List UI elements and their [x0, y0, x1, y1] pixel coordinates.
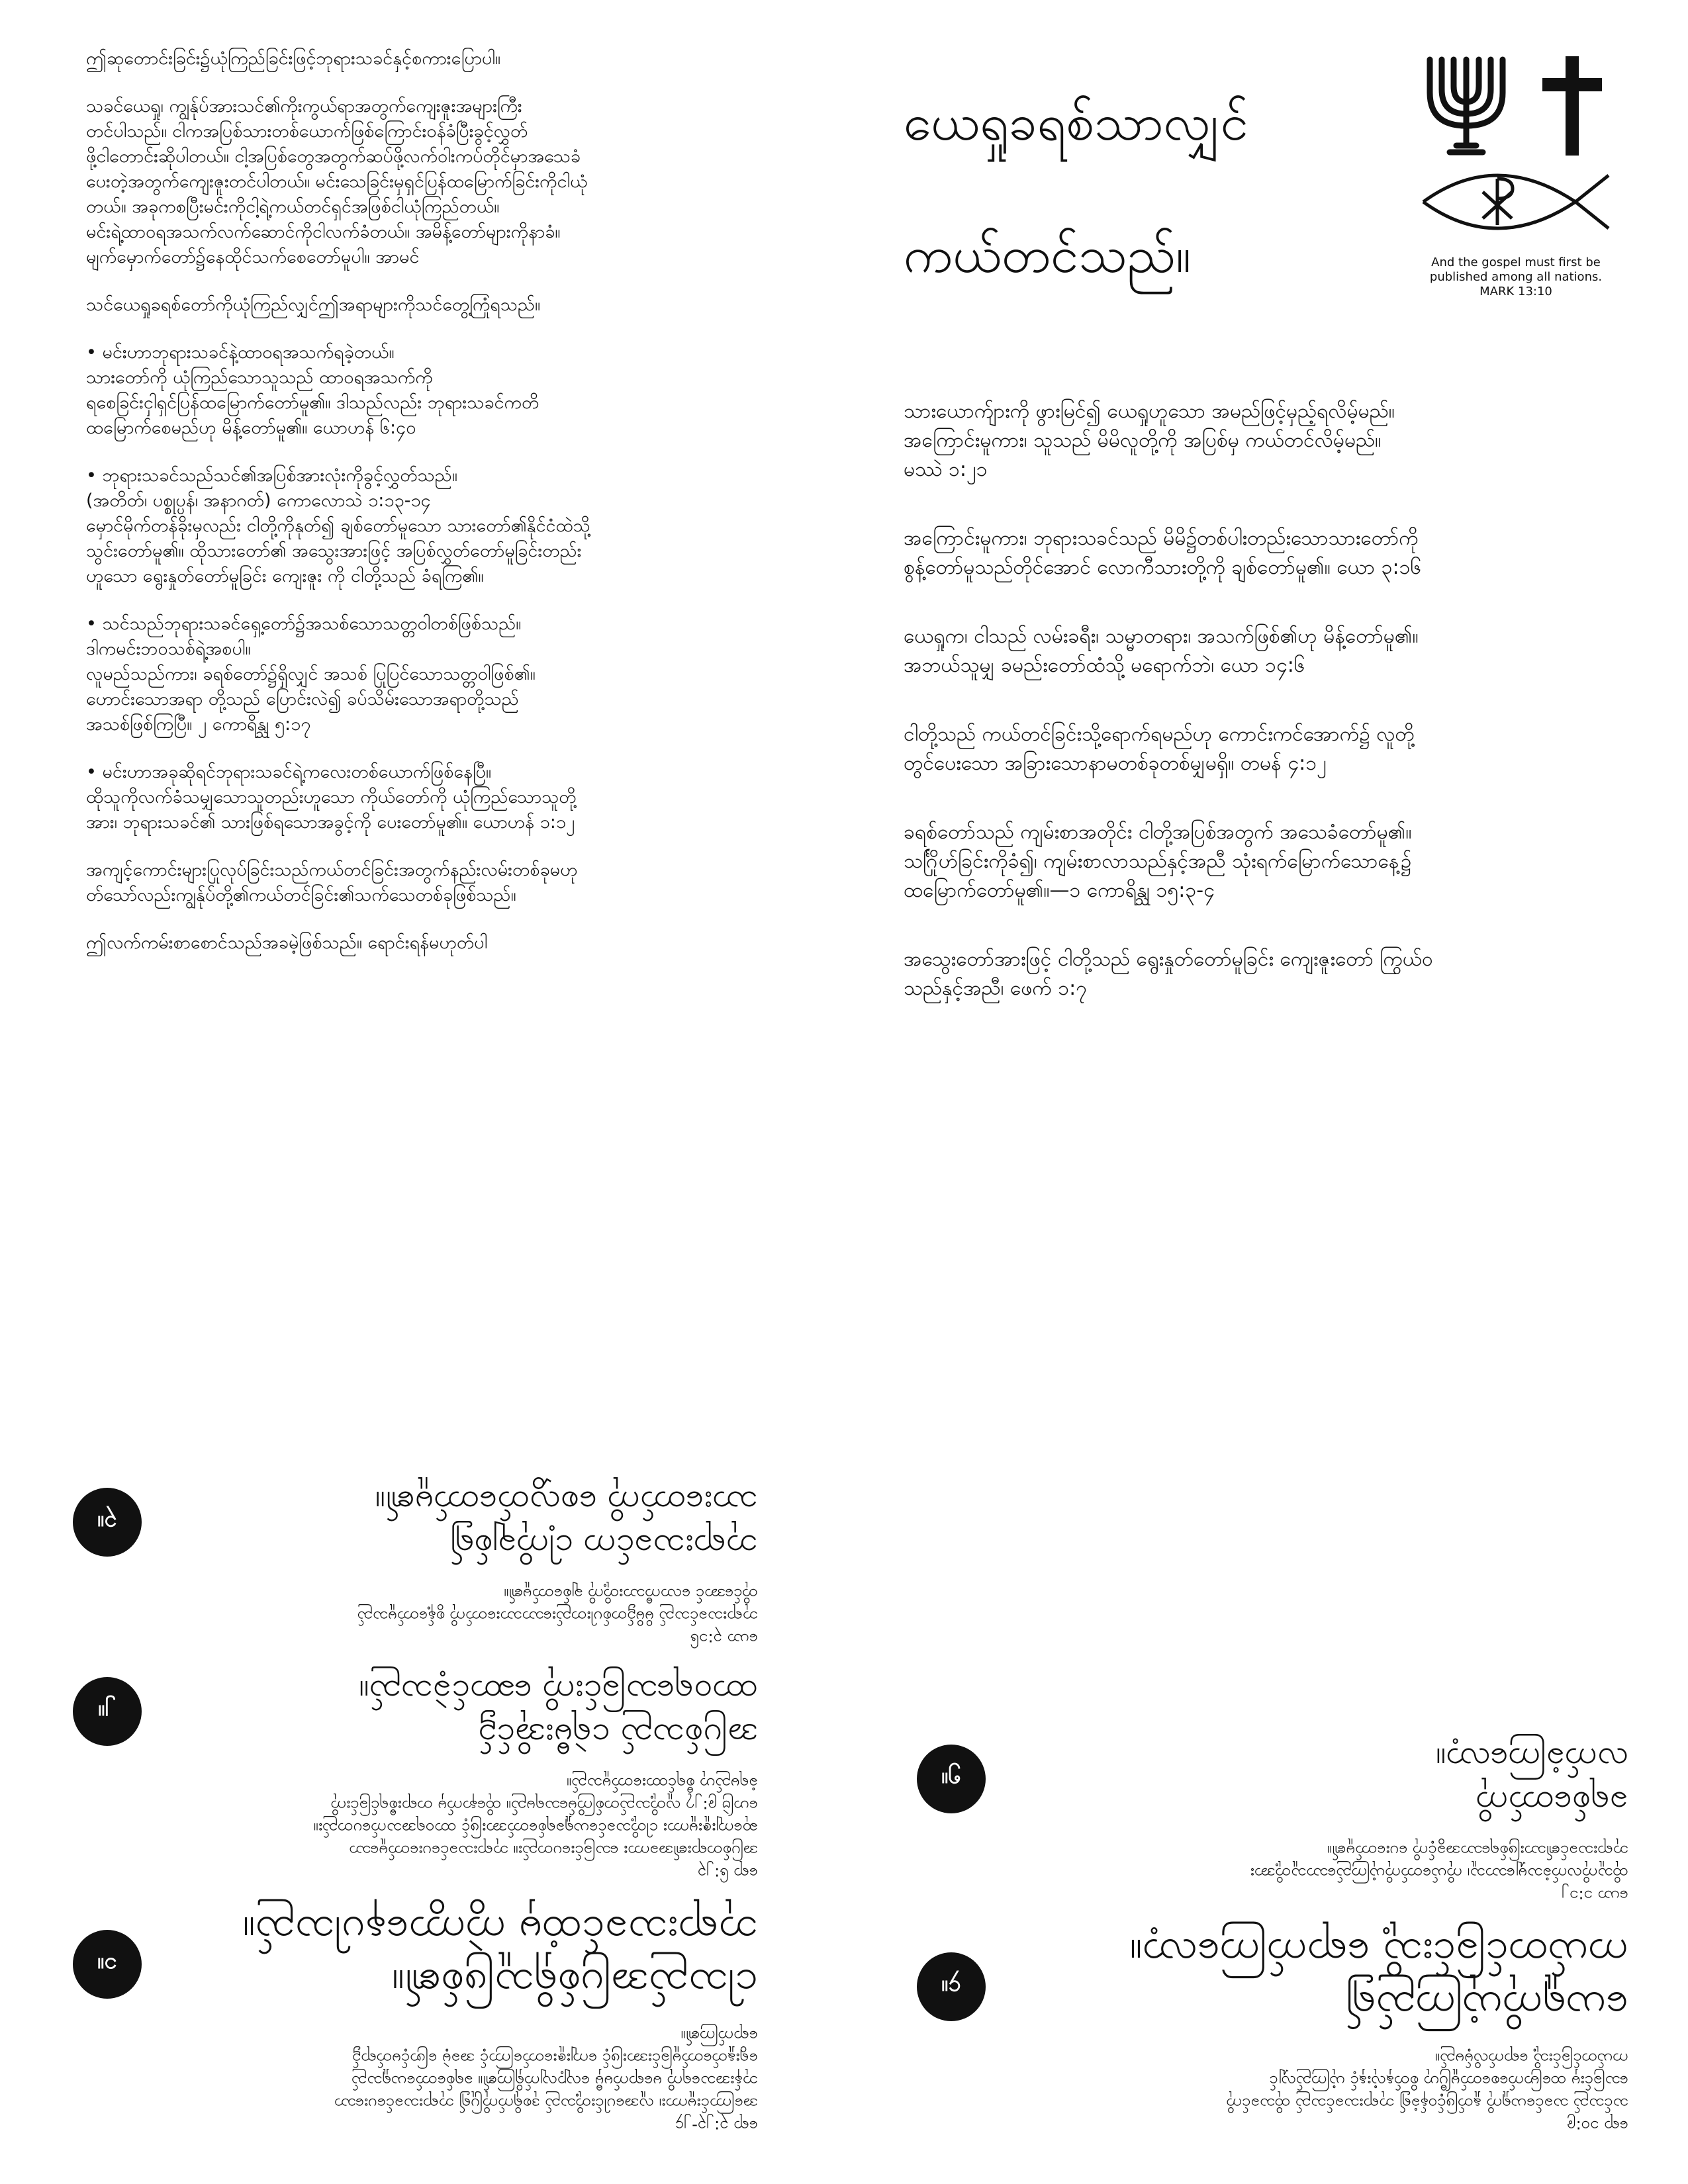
verse-line: အသွေးတော်အားဖြင့် ငါတို့သည် ရွေးနှုတ်တော်မူခြင်း ကျေးဇူးတော် ကြွယ်ဝ — [904, 948, 1433, 971]
step-verse — [73, 2025, 758, 2138]
step-line: ဘုရားသခင်သည် မိမိ၌တစ်ပါးတည်းသောသားတော်ကို စွန့်တော်မူသည် — [357, 1608, 758, 1626]
step-verse — [917, 2048, 1628, 2138]
verse-john-146 — [904, 622, 1615, 680]
tagline: And the gospel must first be published among all nations. MARK 13:10 — [1429, 255, 1603, 298]
verse-line: အဘယ်သူမျှ ခမည်းတော်ထံသို့ မရောက်ဘဲ၊ ယော ၁၄:၆ — [904, 654, 1305, 677]
point-eternal-life — [86, 340, 804, 441]
point-heading: • ဘုရားသခင်သည်သင်၏အပြစ်အားလုံးကိုခွင့်လွှတ်သည်။ — [86, 465, 457, 486]
step-line: ဘုရားသခင်၏သားဖြစ်ရသောအခွင့်ကို ပေးတော်မူ၏။ — [1327, 1842, 1628, 1860]
point-line: ဟောင်းသောအရာ တို့သည် ပြောင်းလဲ၍ ခပ်သိမ်းသောအရာတို့သည် — [86, 689, 519, 709]
verse-ref: မဿဲ ၁:၂၁ — [904, 458, 988, 481]
point-ref: ယောဟန် ၆:၄၀ — [312, 418, 416, 438]
cover-verses — [904, 397, 1615, 1003]
verse-line: ယေရှုက၊ ငါသည် လမ်းခရီး၊ သမ္မာတရား၊ အသက်ဖြစ်၏ဟု မိန့်တော်မူ၏။ — [904, 625, 1419, 648]
point-new-creation — [86, 612, 804, 737]
ichthys-fish-icon — [1423, 175, 1609, 228]
point-line: သားတော်ကို ယုံကြည်သောသူသည် ထာဝရအသက်ကို — [86, 367, 433, 388]
step-heading-line: ကယ်တင်ခြင်းသို့ ရောက်ကြလော့။ — [1129, 1930, 1628, 1978]
step-line: ကယ်တင်ခြင်းသို့ ရောက်လိမ့်မည်။ — [1435, 2050, 1628, 2068]
step-card-4 — [917, 1927, 1628, 2138]
verse-line: အကြောင်းမူကား၊ ဘုရားသခင်သည် မိမိ၌တစ်ပါးတည်းသောသားတော်ကို — [904, 527, 1419, 550]
point-line: မှောင်မိုက်တန်ခိုးမှလည်း ငါတို့ကိုနုတ်၍ ချစ်တော်မူသော သားတော်၏နိုင်ငံထဲသို့ — [86, 516, 590, 536]
closing-text — [86, 858, 804, 908]
title-line-1: ယေရှုခရစ်သာလျှင် — [904, 93, 1248, 152]
closing-line: တ်သော်လည်းကျွန်ုပ်တို့၏ကယ်တင်ခြင်း၏သက်သေတစ်ခုဖြစ်သည်။ — [86, 885, 516, 905]
step-line: သေခြင်းမှ ထမြောက်စေတော်မူပြီဟု စိတ်နှလုံးနှင့် ယုံကြည်လျှင် — [1269, 2072, 1628, 2091]
verse-1cor-15 — [904, 818, 1615, 905]
step-ref: ရော ၆:၂၃ — [697, 1864, 758, 1883]
panel-cover — [844, 0, 1688, 1092]
step-heading — [917, 1927, 1628, 2033]
point-heading: • သင်သည်ဘုရားသခင်ရှေ့တော်၌အသစ်သောသတ္တဝါတစ်ဖြစ်သည်။ — [86, 614, 522, 634]
point-ref: ယောဟန် ၁:၁၂ — [473, 812, 575, 833]
step-line: ထိုသူကိုလက်ခံသမျှသောသူ၊ ကိုယ်တော်ကိုယုံကြည်သောသူတို့အား — [1250, 1864, 1628, 1883]
step-line: ဆုကျေးဇူးမူကား ငါတို့သခင်ယေရှုခရစ်တော်အားဖြင့် ထာဝရအသက်ပေတည်း။ — [313, 1819, 758, 1838]
step-card-1 — [73, 1905, 758, 2138]
step-card-3 — [73, 1481, 758, 1651]
step-heading-line: လက်ခံကြလော့။ — [1436, 1741, 1628, 1779]
step-heading-line: ခရစ်တော်ကို — [1476, 1784, 1628, 1823]
point-line: လူမည်သည်ကား၊ ခရစ်တော်၌ရှိလျှင် အသစ် ပြုပြင်သောသတ္တဝါဖြစ်၏။ — [86, 664, 536, 684]
step-heading-line: ဘုရားသခင်ထံမှ ကွဲကွာနေပါသည်။ — [242, 1907, 758, 1956]
prayer-line: မင်းရဲ့ထာဝရအသက်လက်ဆောင်ကိုငါလက်ခံတယ်။ အမိန့်တော်များကိုနာခံ။ — [86, 222, 561, 242]
verse-line: သားယောက်ျားကို ဖွားမြင်၍ ယေရှုဟူသော အမည်ဖြင့်မှည့်ရလိမ့်မည်။ — [904, 400, 1395, 423]
step-heading-line: သားတော်ကို စေလွှတ်တော်မူ၏။ — [375, 1484, 758, 1522]
step-verse — [73, 1583, 758, 1651]
cover-header — [904, 46, 1615, 338]
verse-line: သည်နှင့်အညီ၊ ဖေက် ၁:၇ — [904, 977, 1088, 1000]
prayer-line: မျက်မှောက်တော်၌နေထိုင်သက်စေတော်မူပါ။ အာမင် — [86, 247, 420, 267]
cover-title — [904, 86, 1248, 351]
step-line: သင်သည် သခင်ယေရှုကို နှုတ်ဖြင့်ဝန်ခံ၍ ဘုရားသခင်သည် ထိုသခင်ကို — [1226, 2095, 1628, 2113]
verse-line: ထမြောက်တော်မူ၏။—၁ ကောရိန္သု ၁၅:၃-၄ — [904, 879, 1215, 902]
point-heading: • မင်းဟာဘုရားသခင်နဲ့ထာဝရအသက်ရခဲ့တယ်။ — [86, 342, 395, 363]
symbols-svg — [1417, 53, 1615, 251]
prayer-block — [86, 94, 804, 270]
step-ref: ရော ၃:၂၃-၂၄ — [675, 2117, 758, 2136]
panel-steps-1-3 — [0, 1092, 844, 2184]
verse-john-316 — [904, 524, 1615, 582]
verse-line: သင်္ဂြိုဟ်ခြင်းကိုခံ၍၊ ကျမ်းစာလာသည်နှင့်အညီ သုံးရက်မြောက်သောနေ့၌ — [904, 850, 1412, 873]
panel-steps-4-5 — [844, 1092, 1688, 2184]
step-number-badge: ၁။ — [73, 1930, 142, 1999]
step-number-badge: ၄။ — [917, 1952, 986, 2021]
prayer-line: ဖို့ငါတောင်းဆိုပါတယ်။ ငါ့အပြစ်တွေအတွက်ဆပ်ဖို့လက်ဝါးကပ်တိုင်မှာအသေခံ — [86, 146, 581, 167]
point-line: ထိုသူကိုလက်ခံသမျှသောသူတည်းဟူသော ကိုယ်တော်ကို ယုံကြည်သောသူတို့ — [86, 787, 577, 807]
step-heading-line: ဘုရားသခင်က ငါ့ကိုချစ်၍ — [449, 1527, 758, 1566]
verse-line: ခရစ်တော်သည် ကျမ်းစာအတိုင်း ငါတို့အပြစ်အတွက် အသေခံတော်မူ၏။ — [904, 821, 1412, 844]
verse-acts-412 — [904, 720, 1615, 778]
prayer-line: သခင်ယေရှု၊ ကျွန်ုပ်အားသင်၏ကိုးကွယ်ရာအတွက်ကျေးဇူးအများကြီး — [86, 96, 522, 116]
believe-intro: သင်ယေရှုခရစ်တော်ကိုယုံကြည်လျှင်ဤအရာများကိုသင်တွေ့ကြုံရသည်။ — [86, 295, 541, 315]
point-line: (အတိတ်၊ ပစ္စုပ္ပန်၊ အနာဂတ်) ကောလောသဲ ၁:၁၃-၁၄ — [86, 490, 431, 511]
step-line: ခံရမည်ဟု စီရင်ထားတော်မူသည်။ — [567, 1774, 758, 1793]
panel-prayer — [0, 0, 844, 1092]
step-number-badge: ၅။ — [917, 1745, 986, 1813]
verse-eph-17 — [904, 945, 1615, 1003]
cross-icon — [1542, 56, 1602, 156]
point-line: ဟူသော ရွေးနှုတ်တော်မူခြင်း ကျေးဇူး ကို ငါတို့သည် ခံရကြ၏။ — [86, 566, 484, 586]
prayer-line: ပေးတဲ့အတွက်ကျေးဇူးတင်ပါတယ်။ မင်းသေခြင်းမှရှင်ပြန်ထမြောက်ခြင်းကိုငါယုံ — [86, 171, 588, 192]
point-line: ဒါကမင်းဘဝသစ်ရဲ့အစပါ။ — [86, 639, 251, 659]
point-line: ထမြောက်စေမည်ဟု မိန့်တော်မူ၏။ ယောဟန် ၆:၄၀ — [86, 418, 416, 438]
point-line: သွင်းတော်မူ၏။ ထိုသားတော်၏ အသွေးအားဖြင့် အပြစ်လွှတ်တော်မူခြင်းတည်း — [86, 541, 582, 561]
step-number-badge: ၂။ — [73, 1677, 142, 1746]
step-line: အပြစ်တရား၏အခကား သေခြင်းပေတည်း။ ဘုရားသခင်ပေးတော်မူသော — [349, 1842, 758, 1860]
point-child-of-god — [86, 760, 804, 835]
step-line: အကြောင်းမူကား၊ လူအပေါင်းတို့သည် ဒုစရိုက်ကိုပြု၍ ဘုရားသခင်ပေးသော — [334, 2095, 758, 2113]
prayer-line: တယ်။ အခုကစပြီးမင်းကိုငါ့ရဲ့ကယ်တင်ရှင်အဖြစ်ငါယုံကြည်တယ်။ — [86, 197, 500, 217]
step-verse — [73, 1772, 758, 1885]
prayer-line: တင်ပါသည်။ ငါကအပြစ်သားတစ်ယောက်ဖြစ်ကြောင်းဝန်ခံပြီးခွင့်လွှတ် — [86, 121, 528, 142]
step-line: ရွေးနှုတ်တော်မူခြင်းအားဖြင့် ကျေးဇူးတော်ကြောင့် အခမဲ့ ဖြောင့်မတ်ရာ၌ — [352, 2050, 758, 2068]
point-ref: ၂ ကောရိန္သု ၅:၁၇ — [197, 714, 311, 735]
faith-symbols — [1417, 53, 1615, 299]
step-line: ရောက်ကြ၏။ — [680, 2027, 758, 2046]
step-heading — [73, 1670, 758, 1758]
footer-free-notice: ဤလက်ကမ်းစာစောင်သည်အခမဲ့ဖြစ်သည်။ ရောင်းရန်မဟုတ်ပါ — [86, 933, 488, 953]
verse-line: စွန့်တော်မူသည်တိုင်အောင် လောကီသားတို့ကို ချစ်တော်မူ၏။ ယော ၃:၁၆ — [904, 556, 1422, 579]
step-heading-line: ငါသည်အပြစ်ရှိသူဖြစ်၏။ — [392, 1960, 758, 2009]
step-line: ဘုန်းအသရေကို မရောက်မမှီ လျော့လျက်ရှိကြ၏။ ခရစ်တော်ယေရှုသည် — [352, 2072, 758, 2091]
step-verse — [917, 1840, 1628, 1907]
step-heading-line: ယေရှုကိုယုံကြည်၍ — [1345, 1983, 1628, 2031]
step-heading-line: အပြစ်သည် ငရဲမီးအိုင်၌ — [478, 1717, 758, 1755]
step-card-5 — [917, 1738, 1628, 1907]
step-heading — [73, 1481, 758, 1569]
verse-line: အကြောင်းမူကား၊ သူသည် မိမိလူတို့ကို အပြစ်မှ ကယ်တင်လိမ့်မည်။ — [904, 429, 1382, 452]
step-number-badge: ၃။ — [73, 1488, 142, 1557]
menorah-icon — [1430, 60, 1503, 152]
step-card-2 — [73, 1670, 758, 1885]
title-line-2: ကယ်တင်သည်။ — [904, 225, 1192, 284]
step-line: တိုင်အောင် လောကီသားတို့ကို ချစ်တော်မူ၏။ — [504, 1585, 758, 1604]
step-heading — [73, 1905, 758, 2011]
point-line: အသစ်ဖြစ်ကြပြီ။ ၂ ကောရိန္သု ၅:၁၇ — [86, 714, 311, 735]
step-ref: ရော ၁၀:၉ — [1567, 2117, 1628, 2136]
point-heading: • မင်းဟာအခုဆိုရင်ဘုရားသခင်ရဲ့ကလေးတစ်ယောက်ဖြစ်နေပြီ။ — [86, 762, 492, 782]
closing-line: အကျင့်ကောင်းများပြုလုပ်ခြင်းသည်ကယ်တင်ခြင်းအတွက်နည်းလမ်းတစ်ခုမဟု — [86, 860, 578, 880]
step-line: ဟေဗြဲ ၉:၂၇ လူတို့သည်တစ်ကြိမ်သေရမည်။ ထိုနောက်မှ တရားစီရင်ခြင်းကို — [330, 1797, 758, 1815]
verse-matthew — [904, 397, 1615, 484]
intro-text: ဤဆုတောင်းခြင်း၌ယုံကြည်ခြင်းဖြင့်ဘုရားသခင်နှင့်စကားပြောပါ။ — [86, 48, 501, 69]
step-heading — [917, 1738, 1628, 1825]
point-forgiven — [86, 463, 804, 589]
step-heading-line: ထာဝရသေခြင်းကို ဆောင်ခဲ့သည်။ — [359, 1673, 758, 1711]
point-line: အား၊ ဘုရားသခင်၏ သားဖြစ်ရသောအခွင့်ကို ပေးတော်မူ၏။ ယောဟန် ၁:၁၂ — [86, 812, 575, 833]
point-line: ရစေခြင်းငှါရှင်ပြန်ထမြောက်တော်မူ၏။ ဒါသည်လည်း ဘုရားသခင်ကတိ — [86, 392, 539, 413]
step-ref: ယော ၁:၁၂ — [1562, 1887, 1628, 1905]
verse-line: ငါတို့သည် ကယ်တင်ခြင်းသို့ရောက်ရမည်ဟု ကောင်းကင်အောက်၌ လူတို့ — [904, 723, 1415, 746]
step-ref: ယော ၃:၁၆ — [690, 1630, 758, 1649]
verse-line: တွင်ပေးသော အခြားသောနာမတစ်ခုတစ်မျှမရှိ။ တမန် ၄:၁၂ — [904, 752, 1327, 775]
